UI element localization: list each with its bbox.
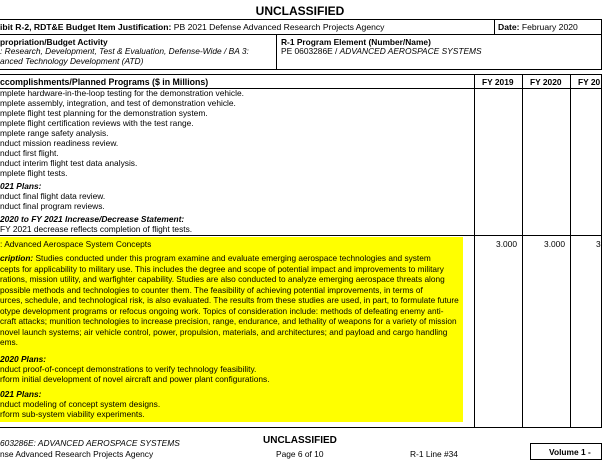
description-line: otype development programs or refocus ongoing work. Topics of consideration include: methods of defeating enemy anti- (0, 305, 444, 316)
exhibit-title-label: ibit R-2, RDT&E Budget Item Justification: (0, 22, 172, 32)
fy2021-plans-heading: 021 Plans: (0, 181, 42, 191)
date-value: February 2020 (519, 22, 578, 32)
description-line: novel launch systems; air vehicle control, power, propulsion, materials, and architectures; and payload and cargo handling (0, 326, 448, 337)
list-item: mplete assembly, integration, and test of demonstration vehicle. (0, 98, 236, 108)
footer-page-number: Page 6 of 10 (276, 449, 324, 459)
col-fy2021: FY 20 (578, 77, 601, 87)
program-element-number: PE 0603286E / (281, 46, 340, 56)
footer-volume: Volume 1 - (549, 447, 591, 457)
list-item: rform initial development of novel aircraft and power plant configurations. (0, 374, 270, 384)
program-element-name: ADVANCED AEROSPACE SYSTEMS (339, 46, 482, 56)
footer-program-element: 603286E: ADVANCED AEROSPACE SYSTEMS (0, 438, 180, 448)
description-label: cription: (0, 253, 34, 263)
footer-r1-line: R-1 Line #34 (410, 449, 458, 459)
highlight-title: : Advanced Aerospace System Concepts (0, 239, 152, 249)
exhibit-title (0, 22, 384, 32)
list-item: nduct proof-of-concept demonstrations to verify technology feasibility. (0, 364, 257, 374)
column-divider-1 (474, 74, 475, 428)
highlight-row-divider (0, 235, 602, 236)
appropriation-label: propriation/Budget Activity (0, 37, 108, 47)
list-item: nduct modeling of concept system designs. (0, 399, 161, 409)
description-line: urces, schedule, and technological risk, is also evaluated. The results from these studies are used, in part, to formulate future (0, 295, 459, 305)
description-line: ems. (0, 337, 18, 347)
fy2021-plans-heading-2: 021 Plans: (0, 389, 42, 399)
table-title: ccomplishments/Planned Programs ($ in Millions) (0, 77, 209, 87)
list-item: mplete flight test planning for the demonstration system. (0, 108, 208, 118)
description-line (0, 253, 431, 263)
description-line: possible methods and technologies to counter them. The feasibility of achieving potential improvements, in terms of (0, 284, 423, 295)
highlight-fy2021-value: 3 (596, 239, 601, 249)
list-item: mplete hardware-in-the-loop testing for the demonstration vehicle. (0, 88, 244, 98)
footer-agency: nse Advanced Research Projects Agency (0, 449, 154, 459)
list-item: mplete flight certification reviews with the test range. (0, 118, 194, 128)
fy2020-plans-heading: 2020 Plans: (0, 354, 47, 364)
list-item: nduct final flight data review. (0, 191, 106, 201)
list-item: mplete range safety analysis. (0, 128, 109, 138)
classification-footer: UNCLASSIFIED (263, 435, 337, 446)
exhibit-date (498, 22, 578, 32)
list-item: nduct first flight. (0, 148, 59, 158)
exhibit-title-value: PB 2021 Defense Advanced Research Projects Agency (171, 22, 385, 32)
highlight-fy2020-value: 3.000 (544, 239, 565, 249)
increase-decrease-heading: 2020 to FY 2021 Increase/Decrease Statement: (0, 214, 185, 224)
col-fy2019: FY 2019 (482, 77, 514, 87)
description-line: craft attacks; munition technologies to increase precision, range, endurance, and lethality of weapons for a variety of mission (0, 316, 457, 326)
classification-header: UNCLASSIFIED (255, 4, 345, 18)
program-element-value (281, 46, 482, 56)
column-divider-2 (522, 74, 523, 428)
description-line: cepts for applicability to military use. This includes the degree and scope of potential impact and improvements to military (0, 263, 444, 274)
date-label: Date: (498, 22, 520, 32)
list-item: nduct final program reviews. (0, 201, 105, 211)
description-text: Studies conducted under this program examine and evaluate emerging aerospace technologies and system (33, 253, 431, 263)
list-item: nduct mission readiness review. (0, 138, 119, 148)
program-element-label: R-1 Program Element (Number/Name) (281, 37, 431, 47)
highlight-fy2019-value: 3.000 (496, 239, 517, 249)
increase-decrease-text: FY 2021 decrease reflects completion of flight tests. (0, 224, 193, 234)
column-divider-3 (570, 74, 571, 428)
appropriation-divider (276, 34, 277, 70)
list-item: mplete flight tests. (0, 168, 68, 178)
appropriation-line2: anced Technology Development (ATD) (0, 56, 144, 66)
description-line: rations, mission utility, and warfighter capability. Studies are also conducted to analyze emerging aerospace threats along (0, 274, 445, 284)
date-divider (494, 19, 495, 35)
appropriation-line1: : Research, Development, Test & Evaluation, Defense-Wide / BA 3: (0, 46, 249, 56)
list-item: rform sub-system viability experiments. (0, 409, 145, 419)
col-fy2020: FY 2020 (530, 77, 562, 87)
list-item: nduct interim flight test data analysis. (0, 158, 138, 168)
